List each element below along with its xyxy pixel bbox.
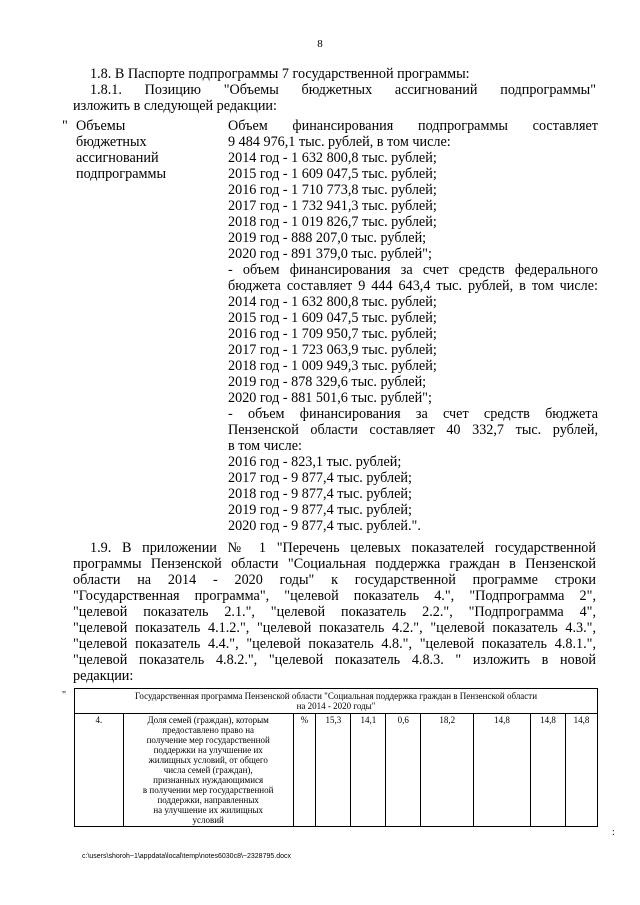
description-line: поддержки на улучшение их [153,745,263,755]
page-number: 8 [317,38,323,50]
indicator-value: 18,2 [421,714,474,827]
table-open-quote: " [62,690,67,701]
program-header-line: Государственная программа Пензенской области "Социальная поддержка граждан в Пензенской области [134,691,538,701]
indicator-description [123,714,293,827]
table-row [75,714,598,827]
section-1-8-1-line-end: изложить в следующей редакции: [73,98,277,114]
section-1-9-line: "целевой показатель 4.4.", "целевой показатель 4.8.", "целевой показатель 4.8.1.", [73,636,596,652]
funding-line: 2019 год - 888 207,0 тыс. рублей; [228,230,427,246]
funding-line: 2018 год - 9 877,4 тыс. рублей; [228,486,412,502]
description-line: на улучшение их жилищных [153,805,264,815]
description-line: предоставлено право на [162,725,255,735]
indicator-value: 14,1 [351,714,386,827]
indicator-unit: % [293,714,316,827]
funding-line: 2020 год - 881 501,6 тыс. рублей"; [228,390,432,406]
funding-line: Объем финансирования подпрограммы составляет [228,118,598,134]
indicator-value: 0,6 [386,714,421,827]
section-1-9-line: области на 2014 - 2020 годы" к государственной программе строки [73,572,596,588]
funding-line: 2017 год - 1 723 063,9 тыс. рублей; [228,342,437,358]
description-line: Доля семей (граждан), которым [147,715,269,725]
description-line: условий [192,815,224,825]
description-line: числа семей (граждан), [163,765,253,775]
indicator-value: 14,8 [530,714,565,827]
funding-line: 2014 год - 1 632 800,8 тыс. рублей; [228,294,437,310]
passport-value [228,118,598,534]
open-quote: " [62,118,68,134]
passport-label-line: подпрограммы [76,166,166,182]
funding-line: 2020 год - 9 877,4 тыс. рублей.". [228,518,421,534]
program-header-line: на 2014 - 2020 годы" [296,701,376,711]
funding-line: 2017 год - 9 877,4 тыс. рублей; [228,470,412,486]
passport-label-line: ассигнований [76,150,159,166]
funding-line: 2016 год - 1 709 950,7 тыс. рублей; [228,326,437,342]
program-header-cell [75,689,598,714]
passport-label-line: бюджетных [76,134,147,150]
section-1-8-1-line: 1.8.1. Позицию "Объемы бюджетных ассигнований подпрограммы" [90,82,596,98]
funding-line: 9 484 976,1 тыс. рублей, в том числе: [228,134,451,150]
table-header-row [75,689,598,714]
funding-line: в том числе: [228,438,302,454]
funding-line: 2020 год - 891 379,0 тыс. рублей"; [228,246,432,262]
funding-line: - объем финансирования за счет средств федерального [228,262,598,278]
section-1-9-line: "Государственная программа", "целевой показатель 4.", "Подпрограмма 2", [73,588,596,604]
description-line: жилищных условий, от общего [148,755,268,765]
section-1-9-line: "целевой показатель 2.1.", "целевой показатель 2.2.", "Подпрограмма 4", [73,604,596,620]
funding-line: 2015 год - 1 609 047,5 тыс. рублей; [228,310,437,326]
funding-line: 2019 год - 878 329,6 тыс. рублей; [228,374,427,390]
indicator-value: 14,8 [565,714,597,827]
indicators-table [74,688,598,827]
funding-line: бюджета составляет 9 444 643,4 тыс. рублей, в том числе: [228,278,598,294]
indicator-number: 4. [75,714,124,827]
funding-line: 2018 год - 1 019 826,7 тыс. рублей; [228,214,437,230]
section-1-8-heading: 1.8. В Паспорте подпрограммы 7 государственной программы: [90,66,470,82]
side-colon: : [612,827,615,838]
funding-line: 2016 год - 1 710 773,8 тыс. рублей; [228,182,437,198]
funding-line: Пензенской области составляет 40 332,7 тыс. рублей, [228,422,598,438]
funding-line: 2018 год - 1 009 949,3 тыс. рублей; [228,358,437,374]
funding-line: 2016 год - 823,1 тыс. рублей; [228,454,402,470]
passport-label [76,118,216,182]
section-1-9-line-end: редакции: [73,668,134,684]
funding-line: 2019 год - 9 877,4 тыс. рублей; [228,502,412,518]
funding-line: 2014 год - 1 632 800,8 тыс. рублей; [228,150,437,166]
passport-label-line: Объемы [76,118,126,134]
section-1-9-line: "целевой показатель 4.1.2.", "целевой показатель 4.2.", "целевой показатель 4.3.", [73,620,596,636]
description-line: получение мер государственной [146,735,270,745]
footer-file-path: c:\users\shoroh~1\appdata\local\temp\notes6030c8\~2328795.docx [82,853,291,860]
description-line: в получении мер государственной [142,785,274,795]
funding-line: - объем финансирования за счет средств бюджета [228,406,598,422]
indicator-value: 14,8 [474,714,531,827]
section-1-9-line: программы Пензенской области "Социальная поддержка граждан в Пензенской [73,556,596,572]
section-1-9-line: 1.9. В приложении № 1 "Перечень целевых показателей государственной [90,540,596,556]
description-line: поддержки, направленных [157,795,259,805]
indicator-value: 15,3 [316,714,351,827]
description-line: признанных нуждающимися [153,775,264,785]
funding-line: 2015 год - 1 609 047,5 тыс. рублей; [228,166,437,182]
funding-line: 2017 год - 1 732 941,3 тыс. рублей; [228,198,437,214]
section-1-9-line: "целевой показатель 4.8.2.", "целевой показатель 4.8.3. " изложить в новой [73,652,596,668]
